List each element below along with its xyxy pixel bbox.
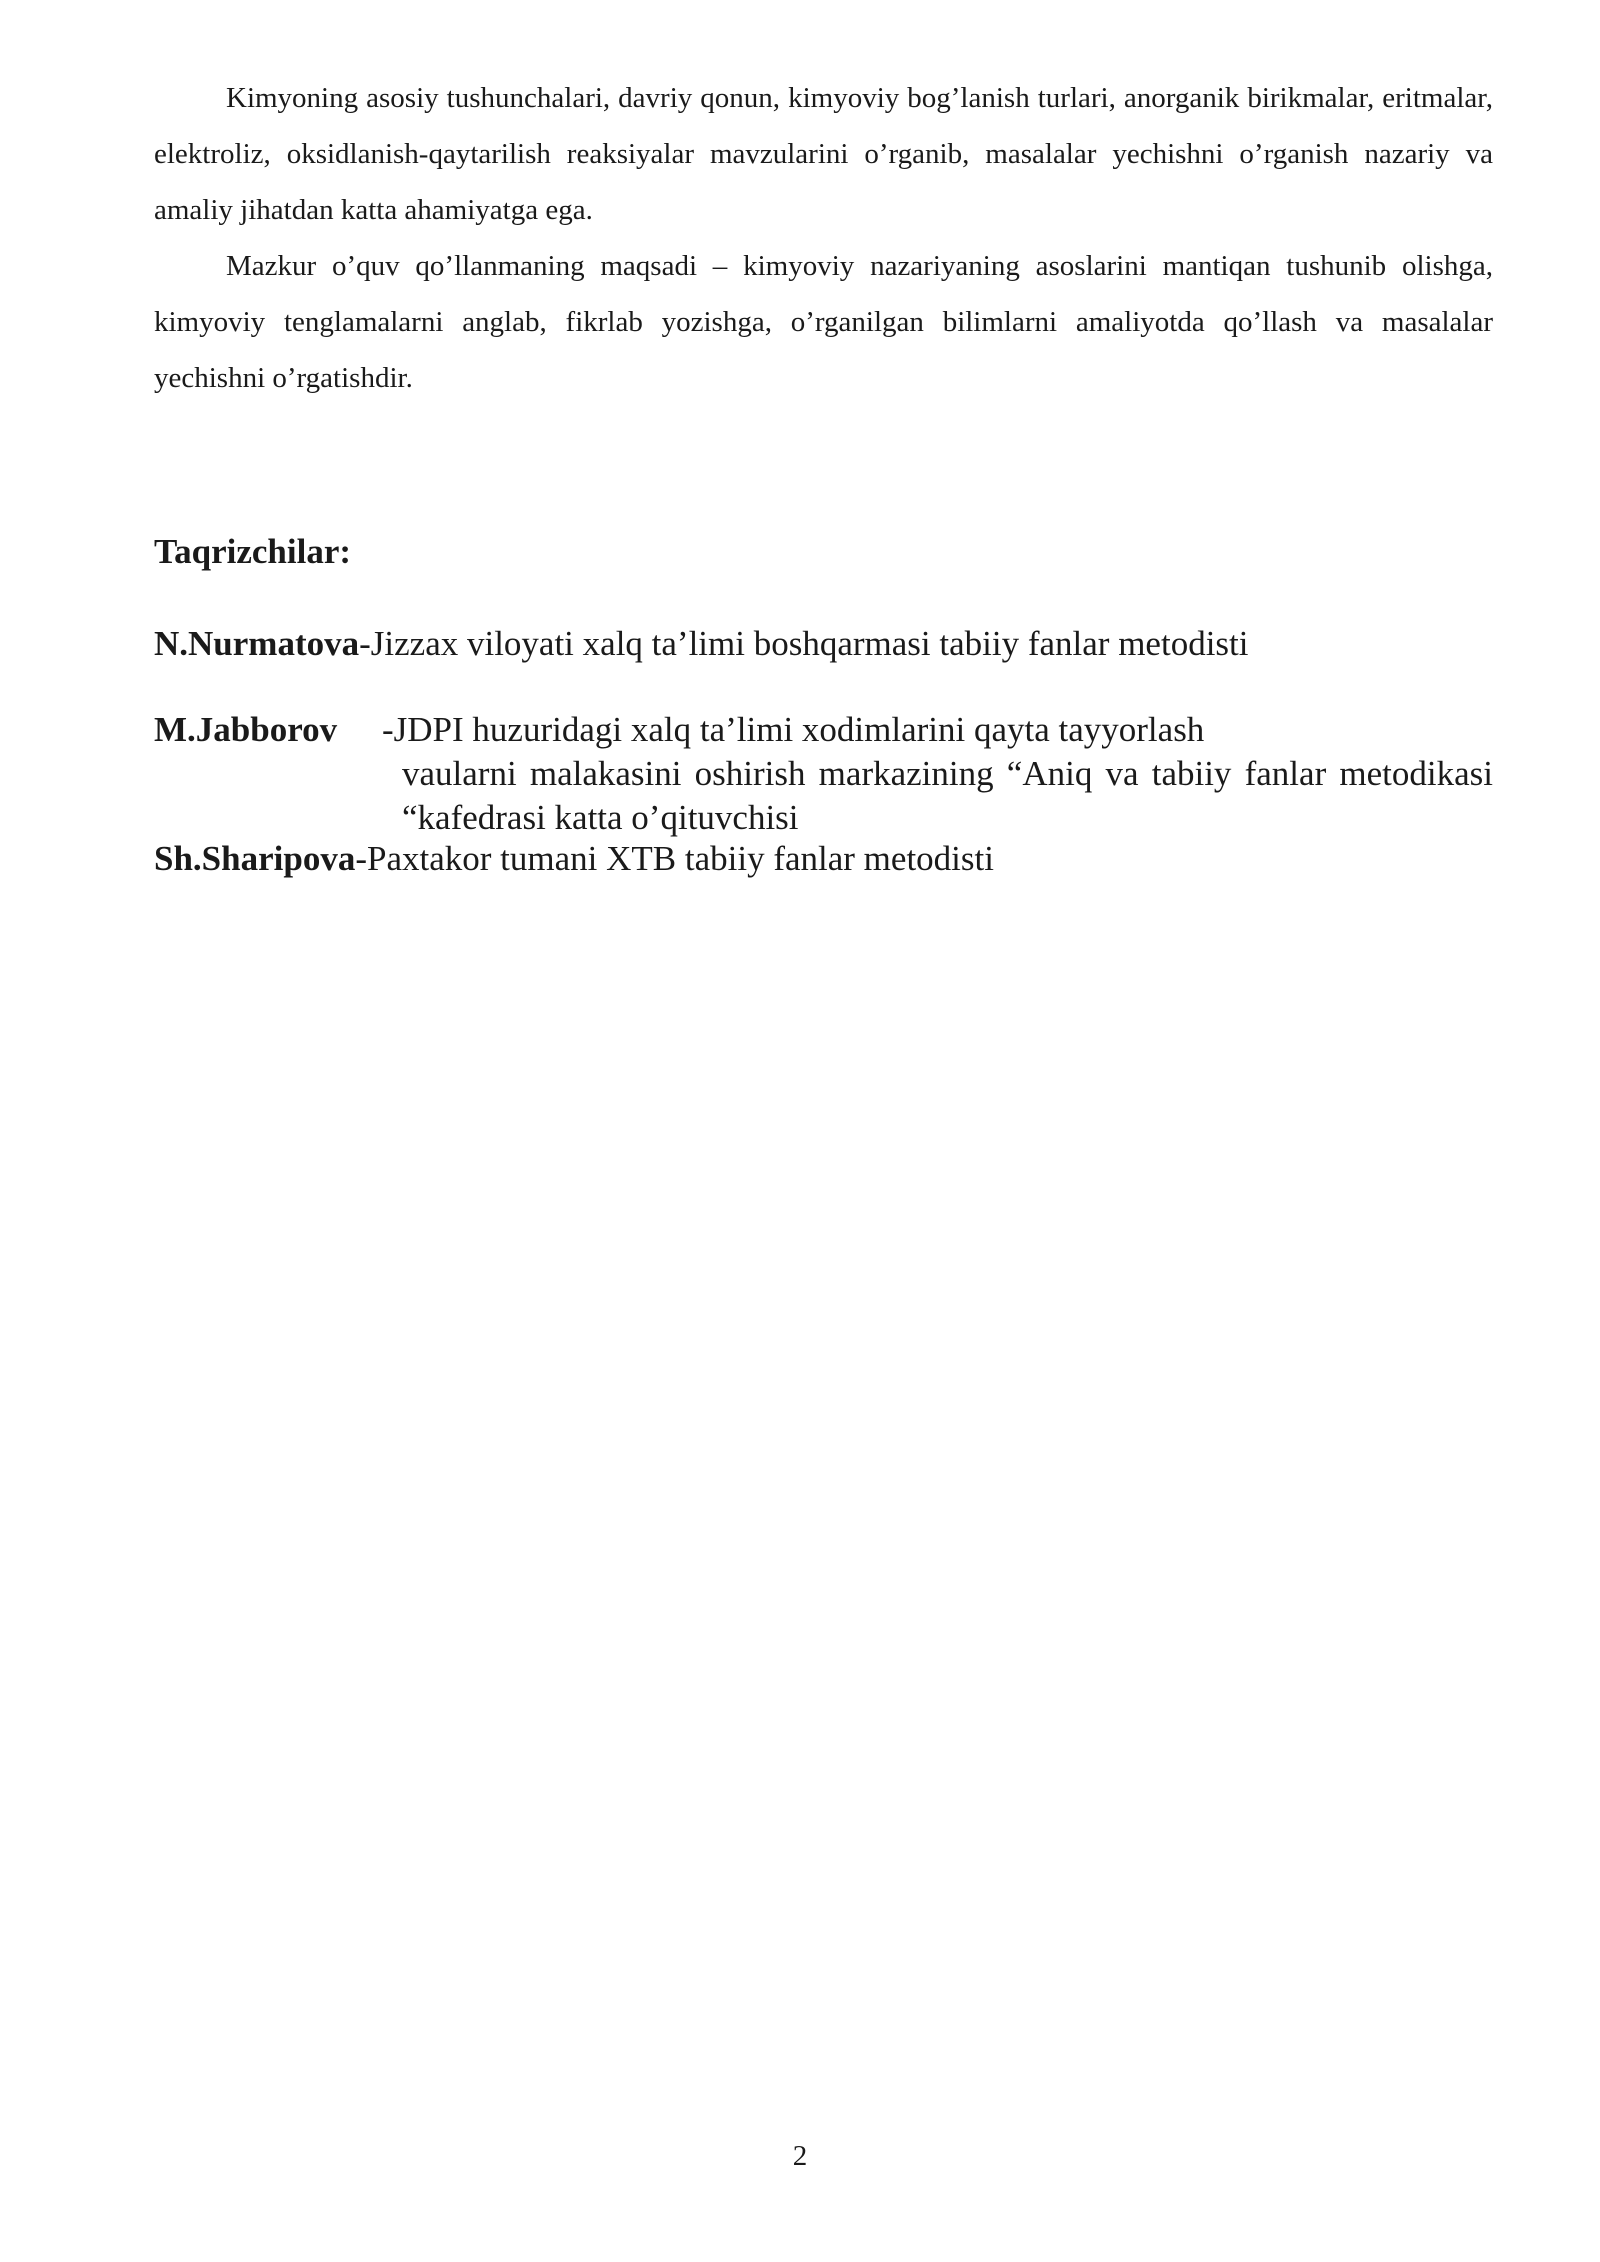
reviewer-role: -Jizzax viloyati xalq ta’limi boshqarmasi tabiiy fanlar metodisti [359,624,1249,663]
reviewer-entry [154,622,1493,666]
reviewer-role-line: -JDPI huzuridagi xalq ta’limi xodimlarini qayta tayyorlash [382,710,1205,749]
page-number: 2 [792,2140,808,2172]
intro-paragraph: Kimyoning asosiy tushunchalari, davriy qonun, kimyoviy bog’lanish turlari, anorganik birikmalar, eritmalar, elektroliz, oksidlanish-qaytarilish reaksiyalar mavzularini o’rganib, masalalar yechishni o’rganish nazariy va amaliy jihatdan katta ahamiyatga ega. [154,82,1493,226]
reviewer-role-continuation: vaularni malakasini oshirish markazining “Aniq va tabiiy fanlar metodikasi “kafedrasi katta o’qituvchisi [402,754,1493,837]
reviewer-role: -Paxtakor tumani XTB tabiiy fanlar metodisti [355,839,994,878]
reviewers-heading: Taqrizchilar: [154,532,352,571]
reviewer-name: Sh.Sharipova [154,839,356,878]
reviewer-name: M.Jabborov [154,710,338,749]
goal-paragraph: Mazkur o’quv qo’llanmaning maqsadi – kimyoviy nazariyaning asoslarini mantiqan tushunib olishga, kimyoviy tenglamalarni anglab, fikrlab yozishga, o’rganilgan bilimlarni amaliyotda qo’llash va masalalar yechishni o’rgatishdir. [154,250,1493,394]
reviewer-entry [154,708,1493,840]
reviewer-entry [154,837,1493,881]
reviewer-name: N.Nurmatova [154,624,360,663]
